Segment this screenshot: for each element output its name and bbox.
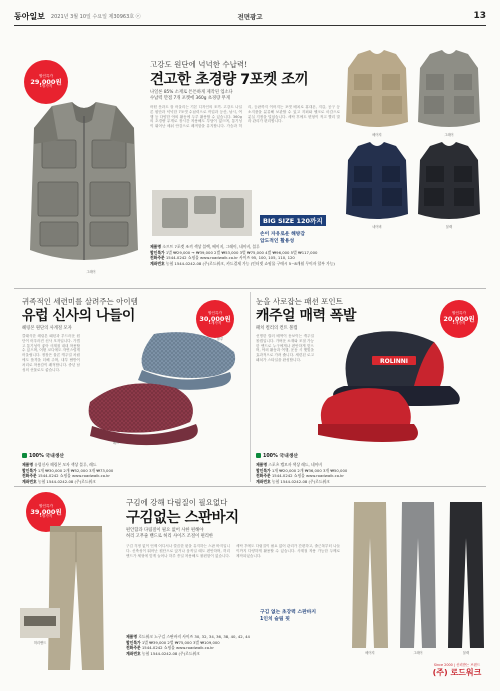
- vest-detail-image: [152, 190, 252, 236]
- hat-headline: 유럽 신사의 나들이: [22, 308, 135, 324]
- brand-logo: [428, 662, 486, 678]
- spec-label: 계좌번호: [150, 260, 165, 266]
- cap-specs: [256, 462, 486, 484]
- cap-logo-text: ROLINNI: [379, 358, 409, 365]
- spec-value: 농협 1544-0242-08 (주)로드워크, 카드결제 가능 (인터넷 쇼핑몰 구매시 5~8개월 무이자 할부 가능): [165, 260, 335, 266]
- hat-specs: [22, 462, 246, 484]
- badge-unit: 1개가격: [208, 321, 222, 326]
- pants-body-text: 구김 걱정 없이 언제 어디서나 깔끔한 핏을 유지하는 스판 바지입니다. 신축성이 뛰어난 원단으로 앉거나 움직일 때도 편안하며, 허리 밴드가 체형에 맞게 늘어나 하루 종일 착용해도 불편함이 없습니다. 세탁 후에도 다림질이 필요 없어 관리가 간편하고, 출근복부터 나들이까지 다양하게 활용할 수 있습니다. 사계절 착용 가능한 두께로 제작되었습니다.: [126, 544, 340, 558]
- pants-bullet: 편안함과 다림질이 필요 없어 사한 편해야: [126, 528, 204, 533]
- vest-body-text: 어떤 옷과도 잘 어울리는 기본 디자인의 조끼. 고강도 나일론 원단과 넉넉한 7포켓 수납력으로 작업과 등산, 낚시, 여행 등 다양한 야외 활동에 두루 활용할 수 있습니다. 360g의 초경량 무게로 장시간 착용해도 부담이 없으며, 통기성이 뛰어난 메쉬 안감으로 쾌적함을 유지합니다. 가슴과 허리, 등판까지 이어지는 포켓 배치로 휴대폰, 지갑, 공구 등 소지품을 분류해 보관할 수 있고 지퍼와 벨크로 마감으로 분실 걱정을 덜었습니다. 세탁 후에도 변형이 적고 빨리 말라 관리가 편리합니다.: [150, 105, 340, 129]
- hat-subhead: 귀족적인 세련미를 살려주는 아이템: [22, 297, 138, 306]
- vest-main-label: 그레이: [86, 270, 96, 274]
- spec-value: 1개 ₩20,000 2개 ₩36,000 3개 ₩50,000: [271, 467, 348, 473]
- pants-detail-image: [20, 608, 60, 638]
- tag-text: 100% 국내생산: [263, 454, 299, 459]
- pants-bullets: [126, 528, 336, 540]
- vest-bullet: 수납력 만점 7개 포켓에 360g 초경량 무게: [150, 96, 230, 101]
- section-divider: [14, 486, 486, 487]
- vest-feature-box: [260, 208, 326, 244]
- badge-unit: 1개가격: [452, 321, 466, 326]
- spec-label: 제품명: [256, 462, 268, 467]
- hat-body-text: 클래식한 헤링본 패턴과 부드러운 원단이 어우러진 신사 모자입니다. 가볍고 통기성이 좋아 사계절 내내 착용할 수 있으며, 어떤 코디에도 자연스럽게 어울립니다. 정장은 물론 캐주얼 차림에도 품격을 더해 주며, 내부 땀받이 처리로 착용감이 쾌적합니다. 중년 남성의 선물로도 좋습니다.: [22, 334, 80, 372]
- spec-value: 농협 1544-0242-08 (주)로드워크: [37, 478, 96, 484]
- badge-price: 20,000원: [443, 314, 475, 323]
- vest-navy-image: [342, 140, 412, 224]
- hat-bullet: 헤링본 원단의 사계절 모자: [22, 326, 72, 331]
- vest-feature-line: 압도적인 활용성: [260, 239, 295, 244]
- spec-label: 할인특가: [22, 467, 37, 473]
- pants-gray-image: [398, 498, 438, 650]
- spec-label: 전화주문: [126, 645, 141, 651]
- section-title: 전면광고: [237, 12, 263, 21]
- spec-label: 제품명: [22, 462, 34, 467]
- vest-label: 네이비: [372, 225, 382, 229]
- spec-value: 농협 1544-0242-08 (주)로드워크: [271, 478, 330, 484]
- pants-label: 베이지: [365, 651, 375, 655]
- hat-image: [84, 326, 244, 452]
- spec-label: 제품명: [126, 634, 138, 639]
- cap-image: [318, 326, 486, 452]
- vest-subhead: 고강도 원단에 넉넉한 수납력!: [150, 60, 248, 69]
- badge-unit: 1벌가격: [39, 84, 53, 89]
- hat-label: 레드: [112, 441, 120, 445]
- cap-made-in-korea-tag: [256, 452, 298, 459]
- pants-detail-caption: 허리밴드: [33, 641, 47, 645]
- pants-main-image: [44, 522, 108, 672]
- spec-value: 농협 1544-0242-08 (주)로드워크: [141, 650, 200, 656]
- vest-bullets: [150, 90, 340, 102]
- hat-made-in-korea-tag: [22, 452, 64, 459]
- badge-unit: 1벌가격: [39, 514, 53, 519]
- spec-label: 계좌번호: [126, 650, 141, 656]
- spec-value: 1544-0242 쇼핑몰 www.roadwalk.co.kr 사이즈 95, 100, 105, 110, 120: [165, 255, 295, 261]
- vest-beige-image: [342, 48, 412, 132]
- vest-bullet: 나일론 85% 소재로 튼튼하게 제작된 업소다: [150, 90, 233, 95]
- pants-black-image: [446, 498, 486, 650]
- spec-value: 1544-0242 쇼핑몰 www.roadwalk.co.kr: [37, 473, 110, 479]
- vest-black-image: [414, 140, 484, 224]
- badge-price: 30,000원: [199, 314, 231, 323]
- pants-feature-line: 구김 없는 초강력 스판바지: [260, 610, 316, 615]
- vest-main-image: [22, 100, 146, 278]
- pants-label: 그레이: [413, 651, 423, 655]
- spec-label: 계좌번호: [256, 478, 271, 484]
- spec-row: [126, 651, 422, 657]
- spec-row: [22, 479, 246, 485]
- cap-body-text: 선명한 컬러 배색이 돋보이는 캐주얼 볼캡입니다. 가벼운 소재와 조절 가능한 밴드로 누구에게나 편안하게 맞으며, 야외 활동과 여행, 운동 시 햇빛을 효과적으로 가려 줍니다. 세련된 로고 패치가 스타일을 완성합니다.: [256, 334, 314, 362]
- spec-label: 전화주문: [150, 255, 165, 261]
- masthead-rule: [14, 25, 486, 26]
- badge-price: 29,000원: [30, 77, 62, 86]
- spec-label: 전화주문: [256, 473, 271, 479]
- pants-label: 블랙: [462, 651, 470, 655]
- brand-name: (주) 로드워크: [432, 668, 482, 677]
- brand-since: Since 2000 | 신뢰받는 브랜드: [433, 663, 481, 667]
- newspaper-logo: 동아일보: [14, 10, 45, 21]
- check-icon: [256, 453, 261, 458]
- spec-label: 할인특가: [126, 639, 141, 645]
- spec-label: 계좌번호: [22, 478, 37, 484]
- cap-headline: 캐주얼 매력 폭발: [256, 308, 356, 324]
- spec-label: 전화주문: [22, 473, 37, 479]
- badge-top-text: 할인특가: [452, 310, 466, 315]
- badge-top-text: 할인특가: [208, 310, 222, 315]
- tag-text: 100% 국내생산: [29, 454, 65, 459]
- hat-label: 블루: [216, 337, 224, 341]
- cap-subhead: 눈을 사로잡는 패션 포인트: [256, 297, 343, 306]
- vest-specs: [150, 244, 486, 266]
- spec-value: 1개 ₩30,000 2개 ₩52,000 3개 ₩73,000: [37, 467, 114, 473]
- spec-value: 1벌 ₩29,000 → ₩39,000 2벌 ₩53,000 3벌 ₩75,000 4벌 ₩96,000 5벌 ₩117,000: [165, 249, 318, 255]
- spec-value: 로드워크 노구김 스판바지 사이즈 30, 32, 34, 36, 38, 40, 42, 44: [138, 634, 250, 639]
- issue-date: 2021년 3월 10일 수요일 제30963호 ⓔ: [50, 13, 141, 20]
- cap-bullet: 패치 컬러의 컨트 볼캡: [256, 326, 298, 331]
- spec-value: 소프트 7포켓 조끼 색상 블랙, 베이지, 그레이, 네이비, 블루: [162, 244, 260, 249]
- pants-headline: 구김없는 스판바지: [126, 510, 239, 526]
- pants-subhead: 구김에 강해 다림질이 필요없다: [126, 498, 228, 507]
- vest-feature-line: 손이 자유로운 해방감: [260, 232, 306, 237]
- spec-label: 할인특가: [256, 467, 271, 473]
- spec-value: 1544-0242 쇼핑몰 www.roadwalk.co.kr: [141, 645, 214, 651]
- vest-headline: 견고한 초경량 7포켓 조끼: [150, 72, 309, 88]
- column-divider: [250, 292, 251, 482]
- vest-label: 베이지: [372, 133, 382, 137]
- spec-label: 제품명: [150, 244, 162, 249]
- vest-label: 블랙: [445, 225, 453, 229]
- pants-feature-box: [260, 608, 316, 622]
- masthead: [14, 9, 486, 23]
- vest-label: 그레이: [444, 133, 454, 137]
- pants-bullet: 허리 고무줄 밴드로 허리 사이즈 조절이 편리한: [126, 534, 214, 539]
- badge-top-text: 할인특가: [39, 503, 53, 508]
- vest-gray-image: [414, 48, 484, 132]
- badge-price: 39,000원: [30, 507, 62, 516]
- check-icon: [22, 453, 27, 458]
- pants-beige-image: [350, 498, 390, 650]
- spec-value: 1벌 ₩39,000 2벌 ₩75,000 3벌 ₩109,000: [141, 639, 220, 645]
- spec-row: [256, 479, 486, 485]
- section-divider: [14, 288, 486, 289]
- page-number: 13: [473, 11, 486, 21]
- big-size-tag: BIG SIZE 120까지: [260, 215, 326, 226]
- spec-value: 1544-0242 쇼핑몰 www.roadwalk.co.kr: [271, 473, 344, 479]
- spec-value: 유럽신사 헤링본 모자 색상 블루, 레드: [34, 462, 97, 467]
- pants-feature-line: 1인치 슬림 핏: [260, 617, 290, 622]
- spec-label: 할인특가: [150, 249, 165, 255]
- spec-value: 스포츠 캡모자 색상 레드, 네이비: [268, 462, 322, 467]
- pants-specs: [126, 634, 422, 656]
- spec-row: [150, 261, 486, 267]
- badge-top-text: 할인특가: [39, 73, 53, 78]
- vest-price-badge: [24, 60, 68, 104]
